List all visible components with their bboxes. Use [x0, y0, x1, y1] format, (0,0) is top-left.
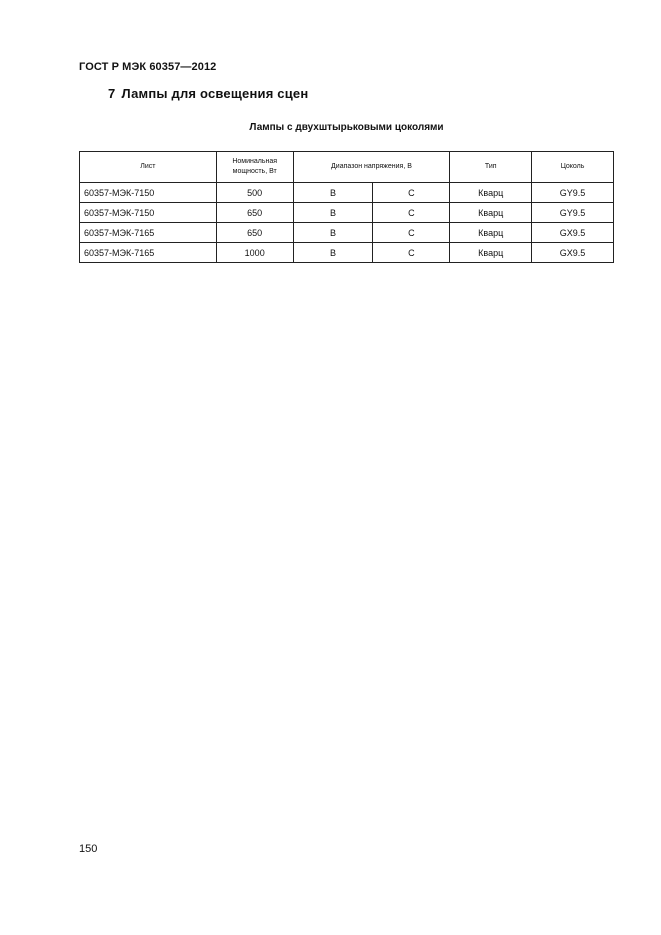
cell-range-b: B: [293, 223, 373, 243]
header-cap: Цоколь: [532, 152, 614, 183]
cell-type: Кварц: [450, 223, 532, 243]
header-sheet: Лист: [80, 152, 217, 183]
cell-sheet: 60357-МЭК-7150: [80, 183, 217, 203]
table-title: Лампы с двухштырьковыми цоколями: [249, 122, 444, 133]
table-row: [80, 183, 614, 203]
cell-cap: GX9.5: [532, 223, 614, 243]
section-title-text: Лампы для освещения сцен: [121, 86, 309, 101]
cell-power: 500: [216, 183, 293, 203]
cell-range-c: C: [373, 223, 450, 243]
cell-sheet: 60357-МЭК-7165: [80, 223, 217, 243]
cell-range-b: B: [293, 183, 373, 203]
lamps-table: [79, 151, 614, 263]
header-power-line2: мощность, Вт: [232, 168, 277, 175]
cell-range-c: C: [373, 243, 450, 263]
cell-cap: GY9.5: [532, 183, 614, 203]
cell-range-b: B: [293, 243, 373, 263]
cell-type: Кварц: [450, 243, 532, 263]
cell-power: 1000: [216, 243, 293, 263]
cell-cap: GY9.5: [532, 203, 614, 223]
section-heading: [108, 86, 308, 101]
header-type: Тип: [450, 152, 532, 183]
cell-range-c: C: [373, 183, 450, 203]
cell-sheet: 60357-МЭК-7165: [80, 243, 217, 263]
table-row: [80, 223, 614, 243]
header-power: [216, 152, 293, 183]
cell-range-c: C: [373, 203, 450, 223]
header-power-line1: Номинальная: [232, 158, 278, 165]
cell-power: 650: [216, 223, 293, 243]
cell-type: Кварц: [450, 203, 532, 223]
table-row: [80, 203, 614, 223]
table-row: [80, 243, 614, 263]
cell-range-b: B: [293, 203, 373, 223]
header-voltage-range: Диапазон напряжения, В: [293, 152, 450, 183]
section-number: 7: [108, 86, 116, 101]
cell-type: Кварц: [450, 183, 532, 203]
page-number: 150: [79, 843, 98, 855]
cell-power: 650: [216, 203, 293, 223]
cell-cap: GX9.5: [532, 243, 614, 263]
document-standard-header: ГОСТ Р МЭК 60357—2012: [79, 61, 217, 73]
cell-sheet: 60357-МЭК-7150: [80, 203, 217, 223]
table-header-row: [80, 152, 614, 183]
